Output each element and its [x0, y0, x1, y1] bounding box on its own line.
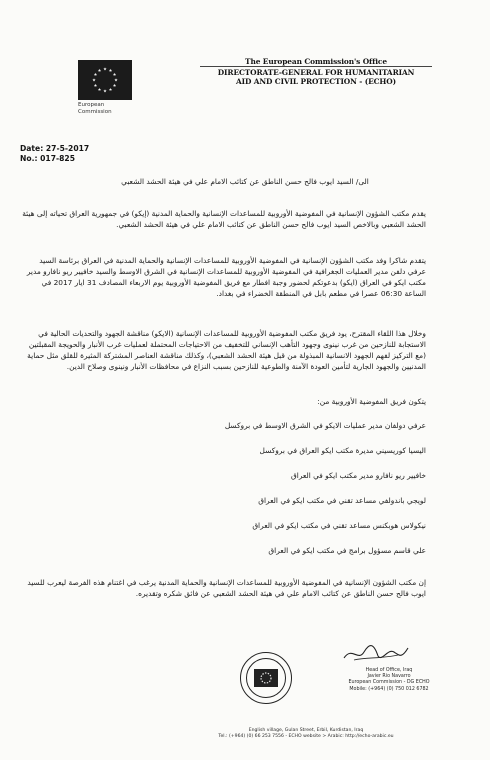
eu-star-icon — [94, 73, 97, 76]
signatory-title: Head of Office, Iraq — [365, 668, 413, 673]
salutation: الى/ السيد ايوب فالح حسن الناطق عن كتائب الامام علي في هيئة الحشد الشعبي — [121, 177, 369, 186]
eu-star-icon — [98, 69, 101, 72]
stamp-emblem-icon — [253, 668, 279, 688]
team-member: خافيير ريو نافارو مدير مكتب ايكو في العراق — [291, 471, 426, 480]
letter-number: No.: 017-825 — [20, 154, 75, 163]
eu-star-icon — [103, 67, 106, 70]
logo-caption-line: European — [78, 102, 105, 108]
eu-star-icon — [113, 73, 116, 76]
signatory-org: European Commission - DG ECHO — [348, 680, 430, 686]
org-line: AID AND CIVIL PROTECTION - (ECHO) — [235, 77, 397, 86]
eu-stars-icon — [81, 64, 129, 96]
letter-meta — [20, 144, 89, 164]
team-member: لويجي باندولفي مساعد تقني في مكتب ايكو في العراق — [258, 496, 426, 505]
closing-paragraph: إن مكتب الشؤون الإنسانية في المفوضية الأوروبية للمساعدات الإنسانية والحماية المدنية يرغب في اغتنام هذه الفرصة ليعرب للسيد ايوب فالح حسن الناطق عن كتائب الامام علي في هيئة الحشد الشعبي عن فائق شكره وتقديره. — [27, 578, 426, 598]
header-rule — [200, 66, 432, 67]
eu-star-icon — [103, 89, 106, 92]
body-paragraph: وخلال هذا اللقاء المقترح، يود فريق مكتب المفوضية الأوروبية للمساعدات الإنسانية (الايكو) مناقشة الجهود والتحديات الحالية في الاستجابة للنازحين من غرب نينوى وجهود التأهب الإنساني للتخفيف من الاحتياجات المحتملة لعمليات غرب الأنبار والحويجة المقبلتين (مع التركيز لفهم الجهود الانسانية المبذولة من قبل هيئة الحشد الشعبي)، وكذلك مناقشة العناصر المشتركة المثيرة للقلق مثل حماية المدنيين والجهود الجارية لتأمين العودة الآمنة والطوعية للنازحين بسبب النزاع في محافظات الأنبار ونينوى وصلاح الدين. — [27, 329, 426, 371]
org-line: The European Commission's Office — [245, 57, 387, 66]
organization-header — [196, 57, 436, 86]
address-line: Tel.: (+964) (0) 66 253 7556 - ECHO website > Arabic: http://echo-arabic.eu — [218, 734, 394, 740]
org-line: DIRECTORATE-GENERAL FOR HUMANITARIAN — [217, 68, 415, 77]
office-stamp — [240, 652, 292, 704]
team-member: اليسيا كوريسيني مديرة مكتب ايكو العراق في بروكسل — [259, 446, 426, 455]
european-commission-logo — [78, 60, 132, 100]
eu-star-icon — [109, 69, 112, 72]
letter-date: Date: 27-5-2017 — [20, 144, 90, 153]
eu-star-icon — [94, 84, 97, 87]
logo-caption — [78, 102, 138, 115]
team-member: نيكولاس هوبكنس مساعد تقني في مكتب ايكو في العراق — [252, 521, 426, 530]
team-intro: يتكون فريق المفوضية الأوروبية من: — [317, 397, 426, 406]
signatory-name: Javier Rio Navarro — [367, 674, 411, 680]
body-paragraph: يتقدم شاكرا وفد مكتب الشؤون الإنسانية في المفوضية الأوروبية للمساعدات الإنسانية والحماية المدنية في العراق برئاسة السيد عرفي دلفن مدير العمليات الجغرافية في المفوضية الأوروبية للمساعدات الإنسانية في الشرق الاوسط والسيد خافيير ريو نافارو مدير مكتب ايكو في العراق (ايكو) بدعوتكم لحضور وجبة افطار مع فريق المفوضية الأوروبية يوم الاربعاء المصادف 31 ايار 2017 في الساعة 06:30 عصرا في مطعم بابل في المنطقة الخضراء في بغداد. — [26, 256, 426, 298]
eu-star-icon — [114, 78, 117, 81]
signature-block — [334, 668, 444, 693]
team-list — [60, 420, 426, 570]
eu-star-icon — [113, 84, 116, 87]
address-line: English village, Gulan Street, Erbil, Kurdistan, Iraq — [248, 728, 364, 733]
eu-star-icon — [98, 88, 101, 91]
office-address — [176, 728, 436, 740]
signatory-mobile: Mobile: (+964) (0) 750 012 6782 — [349, 686, 429, 692]
handwritten-signature — [340, 642, 410, 664]
eu-star-icon — [109, 88, 112, 91]
stamp-inner-ring — [246, 658, 286, 698]
team-member: علي قاسم مسؤول برامج في مكتب ايكو في العراق — [268, 546, 426, 555]
team-member: عرفي دولفان مدير عمليات الايكو في الشرق الاوسط في بروكسل — [224, 421, 426, 430]
body-paragraph: يقدم مكتب الشؤون الإنسانية في المفوضية الأوروبية للمساعدات الإنسانية والحماية المدنية (إيكو) في جمهورية العراق تحياته إلى هيئة الحشد الشعبي وبالاخص السيد ايوب فالح حسن الناطق عن كتائب الامام علي في هيئة الحشد الشعبي. — [22, 209, 426, 229]
logo-caption-line: Commission — [78, 108, 112, 115]
eu-star-icon — [92, 78, 95, 81]
